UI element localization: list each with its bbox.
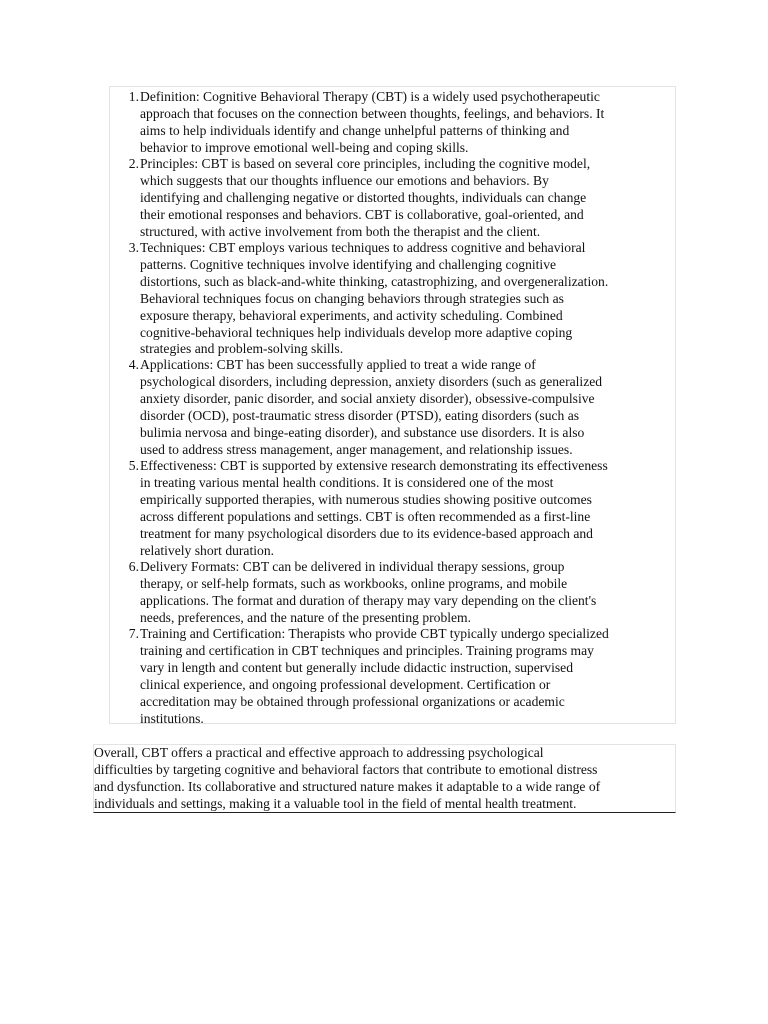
- text-line: behavior to improve emotional well-being and coping skills.: [140, 139, 469, 155]
- text-line: in treating various mental health conditions. It is considered one of the most: [140, 474, 554, 490]
- list-item-text: [140, 156, 680, 241]
- list-item-number: 4.: [128, 357, 139, 372]
- text-line: clinical experience, and ongoing professional development. Certification or: [140, 676, 551, 692]
- text-line: empirically supported therapies, with numerous studies showing positive outcomes: [140, 491, 592, 507]
- text-line: training and certification in CBT techniques and principles. Training programs may: [140, 642, 594, 658]
- text-line: which suggests that our thoughts influence our emotions and behaviors. By: [140, 172, 549, 188]
- list-item-text: [140, 89, 680, 157]
- list-item-number: 5.: [128, 458, 139, 473]
- text-line: relatively short duration.: [140, 542, 275, 558]
- text-line: therapy, or self-help formats, such as workbooks, online programs, and mobile: [140, 575, 568, 591]
- summary-paragraph: [94, 745, 684, 813]
- text-line: accreditation may be obtained through professional organizations or academic: [140, 693, 565, 709]
- text-line: bulimia nervosa and binge-eating disorder), and substance use disorders. It is also: [140, 424, 585, 440]
- text-line: structured, with active involvement from both the therapist and the client.: [140, 223, 541, 239]
- text-line: treatment for many psychological disorders due to its evidence-based approach and: [140, 525, 593, 541]
- text-line: their emotional responses and behaviors. CBT is collaborative, goal-oriented, and: [140, 206, 584, 222]
- text-line: strategies and problem-solving skills.: [140, 341, 344, 357]
- text-line: needs, preferences, and the nature of the presenting problem.: [140, 609, 472, 625]
- text-line: patterns. Cognitive techniques involve identifying and challenging cognitive: [140, 256, 557, 272]
- text-line: aims to help individuals identify and change unhelpful patterns of thinking and: [140, 122, 570, 138]
- list-item-text: [140, 240, 680, 358]
- text-line: disorder (OCD), post-traumatic stress disorder (PTSD), eating disorders (such as: [140, 407, 580, 423]
- list-item-number: 7.: [128, 626, 139, 641]
- text-line: exposure therapy, behavioral experiments, and activity scheduling. Combined: [140, 307, 563, 323]
- text-line: Techniques: CBT employs various techniques to address cognitive and behavioral: [140, 240, 586, 255]
- text-line: identifying and challenging negative or distorted thoughts, individuals can change: [140, 189, 587, 205]
- text-line: used to address stress management, anger management, and relationship issues.: [140, 441, 573, 457]
- text-line: cognitive-behavioral techniques help individuals develop more adaptive coping: [140, 324, 573, 340]
- text-line: Principles: CBT is based on several core principles, including the cognitive model,: [140, 156, 591, 171]
- text-line: Training and Certification: Therapists who provide CBT typically undergo specialized: [140, 626, 609, 641]
- text-line: and dysfunction. Its collaborative and structured nature makes it adaptable to a wide range of: [94, 778, 601, 794]
- text-line: individuals and settings, making it a valuable tool in the field of mental health treatment.: [94, 795, 577, 811]
- list-item-number: 1.: [128, 89, 139, 104]
- text-line: Delivery Formats: CBT can be delivered in individual therapy sessions, group: [140, 559, 565, 574]
- text-line: Overall, CBT offers a practical and effective approach to addressing psychological: [94, 745, 544, 760]
- summary-paragraph-box: [93, 744, 676, 813]
- list-item-text: [140, 357, 680, 458]
- numbered-list: [109, 86, 676, 724]
- text-line: Applications: CBT has been successfully applied to treat a wide range of: [140, 357, 536, 372]
- text-line: Definition: Cognitive Behavioral Therapy (CBT) is a widely used psychotherapeutic: [140, 89, 600, 104]
- text-line: institutions.: [140, 710, 204, 726]
- text-line: distortions, such as black-and-white thinking, catastrophizing, and overgeneralization.: [140, 273, 609, 289]
- text-line: across different populations and settings. CBT is often recommended as a first-line: [140, 508, 591, 524]
- list-item-number: 2.: [128, 156, 139, 171]
- list-item-number: 3.: [128, 240, 139, 255]
- list-item-text: [140, 458, 680, 559]
- text-line: Effectiveness: CBT is supported by extensive research demonstrating its effectiveness: [140, 458, 608, 473]
- list-item-number: 6.: [128, 559, 139, 574]
- text-line: approach that focuses on the connection between thoughts, feelings, and behaviors. It: [140, 105, 605, 121]
- list-item-text: [140, 559, 680, 627]
- text-line: vary in length and content but generally include didactic instruction, supervised: [140, 659, 573, 675]
- list-item-text: [140, 626, 680, 727]
- text-line: difficulties by targeting cognitive and behavioral factors that contribute to emotional distress: [94, 761, 598, 777]
- text-line: anxiety disorder, panic disorder, and social anxiety disorder), obsessive-compulsive: [140, 390, 595, 406]
- text-line: psychological disorders, including depression, anxiety disorders (such as generalized: [140, 373, 603, 389]
- text-line: Behavioral techniques focus on changing behaviors through strategies such as: [140, 290, 564, 306]
- text-line: applications. The format and duration of therapy may vary depending on the client's: [140, 592, 597, 608]
